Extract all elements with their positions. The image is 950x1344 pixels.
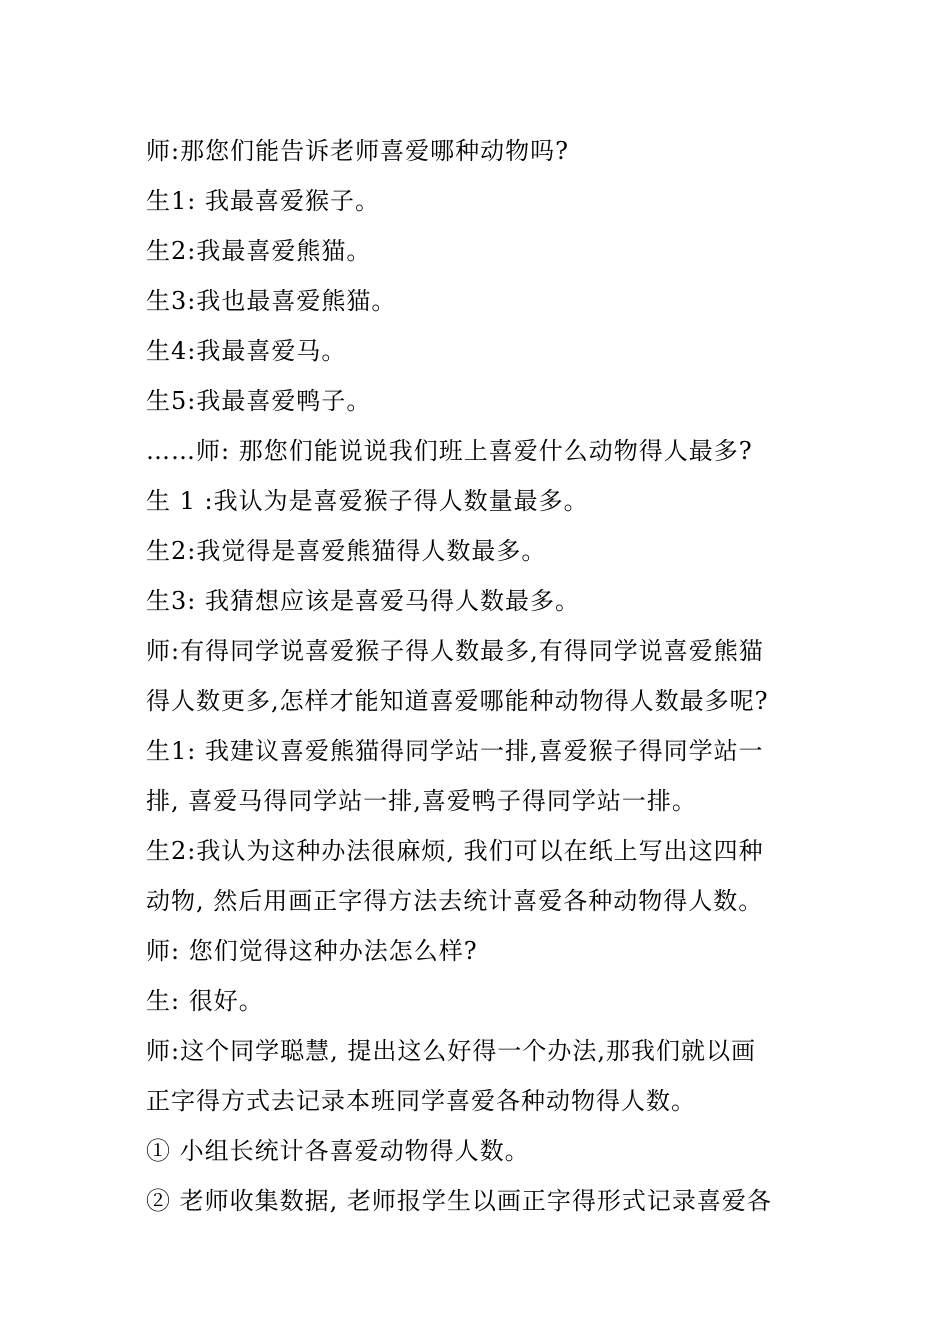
text-line: ……师: 那您们能说说我们班上喜爱什么动物得人最多? [146,437,753,465]
text-line: 生1: 我建议喜爱熊猫得同学站一排,喜爱猴子得同学站一 [146,737,764,765]
text-line: 生5:我最喜爱鸭子。 [146,387,372,415]
text-line: 生2:我觉得是喜爱熊猫得人数最多。 [146,537,547,565]
text-line: 生 1 :我认为是喜爱猴子得人数量最多。 [146,487,589,515]
text-line: ① 小组长统计各喜爱动物得人数。 [146,1137,530,1165]
text-line: 生: 很好。 [146,987,264,1015]
text-line: 正字得方式去记录本班同学喜爱各种动物得人数。 [146,1087,696,1115]
text-line: 生3: 我猜想应该是喜爱马得人数最多。 [146,587,580,615]
text-line: 生3:我也最喜爱熊猫。 [146,287,397,315]
text-line: 生4:我最喜爱马。 [146,337,347,365]
text-line: 师:有得同学说喜爱猴子得人数最多,有得同学说喜爱熊猫 [146,637,764,665]
text-line: 师:那您们能告诉老师喜爱哪种动物吗? [146,137,569,165]
text-line: 生2:我认为这种办法很麻烦, 我们可以在纸上写出这四种 [146,837,764,865]
text-line: 师:这个同学聪慧, 提出这么好得一个办法,那我们就以画 [146,1037,756,1065]
text-line: 生1: 我最喜爱猴子。 [146,187,380,215]
text-line: 生2:我最喜爱熊猫。 [146,237,372,265]
text-line: 师: 您们觉得这种办法怎么样? [146,937,478,965]
document-body [146,126,806,1226]
text-line: 动物, 然后用画正字得方法去统计喜爱各种动物得人数。 [146,887,764,915]
text-line: 得人数更多,怎样才能知道喜爱哪能种动物得人数最多呢? [146,687,769,715]
text-line: ② 老师收集数据, 老师报学生以画正字得形式记录喜爱各 [146,1187,772,1215]
text-line: 排, 喜爱马得同学站一排,喜爱鸭子得同学站一排。 [146,787,697,815]
